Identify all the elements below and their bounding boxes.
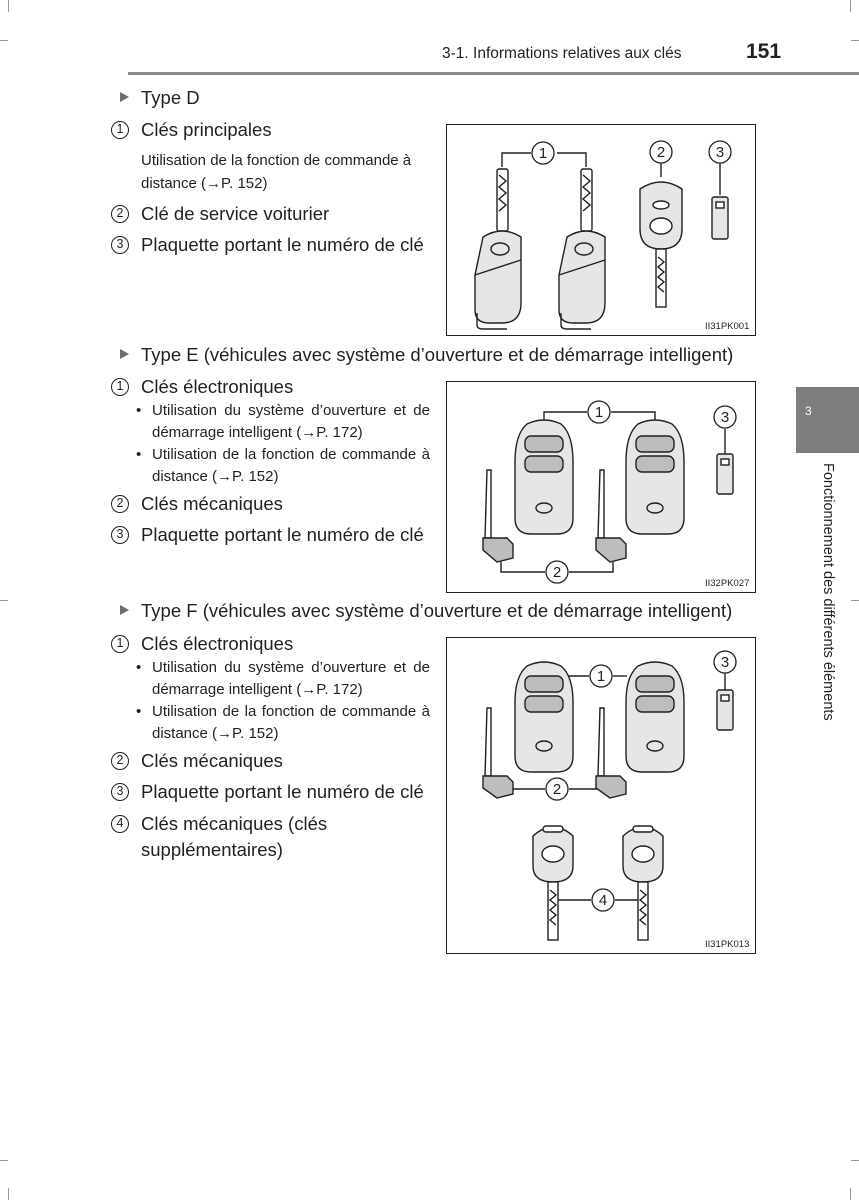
keys-illustration [447,125,757,337]
circled-number: 3 [111,783,129,801]
crop-mark [850,0,851,12]
item-label: Clés mécaniques [141,750,283,771]
circled-number: 3 [111,526,129,544]
page-number: 151 [746,40,782,63]
triangle-bullet-icon [120,349,129,359]
item-label: Clé de service voiturier [141,203,330,224]
figure-type-d-keys [446,124,756,336]
bullet-dot: • [136,659,142,676]
figure-code: II31PK001 [705,321,750,332]
keys-illustration [447,382,757,594]
callout-4: 4 [598,892,608,909]
bullet-item: • Utilisation de la fonction de commande à distance (→P. 152) [136,703,430,742]
item-label: Clés mécaniques (clés supplémentaires) [141,813,328,860]
bullet-dot: • [136,446,142,463]
bullet-dot: • [136,703,142,720]
callout-3: 3 [720,409,730,426]
circled-number: 3 [111,236,129,254]
figure-code: II31PK013 [705,939,750,950]
chapter-tab-number: 3 [805,404,812,418]
circled-number: 1 [111,378,129,396]
section-title-type-f: Type F (véhicules avec système d’ouverture et de démarrage intelligent) [120,600,732,622]
circled-number: 1 [111,121,129,139]
bullet-dot: • [136,402,142,419]
circled-number: 1 [111,635,129,653]
crop-mark [851,1160,859,1161]
header-rule [128,72,859,75]
item-label: Plaquette portant le numéro de clé [141,781,424,802]
chapter-tab-title-text: Fonctionnement des différents éléments [820,463,836,721]
triangle-bullet-icon [120,605,129,615]
callout-3: 3 [720,654,730,671]
section-title-type-d: Type D [120,87,200,109]
callout-1: 1 [596,668,606,685]
item-label: Plaquette portant le numéro de clé [141,234,424,255]
figure-code: II32PK027 [705,578,750,589]
figure-type-f-keys [446,637,756,954]
triangle-bullet-icon [120,92,129,102]
item-label: Plaquette portant le numéro de clé [141,524,424,545]
chapter-tab-title [820,463,840,753]
callout-2: 2 [552,781,562,798]
crop-mark [851,40,859,41]
item-label: Clés électroniques [141,376,294,397]
keys-illustration [447,638,757,955]
item-label: Clés électroniques [141,633,294,654]
running-header: 3-1. Informations relatives aux clés [442,45,682,62]
crop-mark [8,1188,9,1200]
callout-2: 2 [552,564,562,581]
callout-1: 1 [594,404,604,421]
crop-mark [851,600,859,601]
item-note: Utilisation de la fonction de commande à distance (→P. 152) [141,152,412,192]
figure-type-e-keys [446,381,756,593]
bullet-item: • Utilisation du système d’ouverture et de démarrage intelligent (→P. 172) [136,402,430,441]
circled-number: 2 [111,495,129,513]
crop-mark [0,40,8,41]
crop-mark [0,600,8,601]
crop-mark [0,1160,8,1161]
crop-mark [8,0,9,12]
crop-mark [850,1188,851,1200]
section-title-type-e: Type E (véhicules avec système d’ouverture et de démarrage intelligent) [120,344,733,366]
item-label: Clés mécaniques [141,493,283,514]
callout-3: 3 [715,144,725,161]
callout-1: 1 [538,145,548,162]
circled-number: 4 [111,815,129,833]
bullet-item: • Utilisation de la fonction de commande à distance (→P. 152) [136,446,430,485]
item-label: Clés principales [141,119,272,140]
callout-2: 2 [656,144,666,161]
chapter-tab [796,387,859,453]
circled-number: 2 [111,752,129,770]
bullet-item: • Utilisation du système d’ouverture et de démarrage intelligent (→P. 172) [136,659,430,698]
circled-number: 2 [111,205,129,223]
